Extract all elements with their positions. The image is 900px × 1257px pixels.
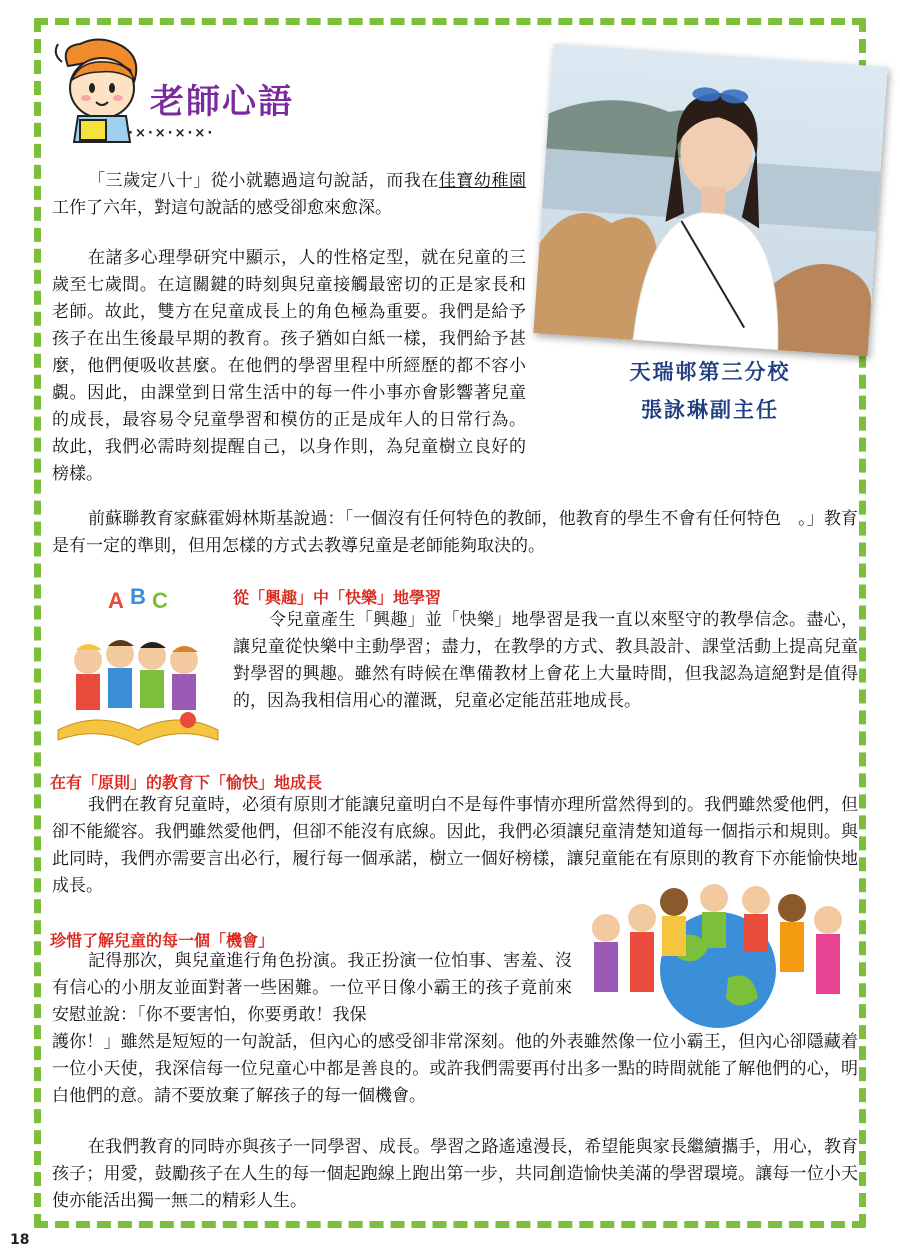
intro-paragraph-1: [52, 168, 526, 222]
teacher-photo: [533, 44, 887, 357]
svg-text:A: A: [108, 588, 124, 613]
svg-text:B: B: [130, 584, 146, 609]
section-3-body-start: 記得那次，與兒童進行角色扮演。我正扮演一位怕事、害羞、沒有信心的小朋友並面對著一些困難。一位平日像小霸王的孩子竟前來安慰並說：「你不要害怕，你要勇敢！我保: [52, 951, 572, 1025]
section-1-body: 令兒童產生「興趣」並「快樂」地學習是我一直以來堅守的教學信念。盡心，讓兒童從快樂中主動學習；盡力，在教學的方式、教具設計、課堂活動上提高兒童對學習的興趣。雖然有時候在準備教材上會花上大量時間，但我認為這絕對是值得的，因為我相信用心的灌溉，兒童必定能茁莊地成長。: [233, 610, 858, 711]
teacher-portrait-image: [533, 44, 887, 357]
section-2-heading: 在有「原則」的教育下「愉快」地成長: [50, 773, 323, 792]
page-title: 老師心語: [150, 82, 294, 122]
teacher-school: 天瑞邨第三分校: [629, 360, 791, 384]
title-decoration: ·×·×·×·×·: [128, 126, 215, 141]
teacher-name-title: 張詠琳副主任: [641, 398, 779, 422]
section-2-body: 我們在教育兒童時，必須有原則才能讓兒童明白不是每件事情亦理所當然得到的。我們雖然愛他們，但卻不能縱容。我們雖然愛他們，但卻不能沒有底線。因此，我們必須讓兒童清楚知道每一個指示和規則。與此同時，我們亦需要言出必行，履行每一個承諾，樹立一個好榜樣，讓兒童能在有原則的教育下亦能愉快地成長。: [52, 795, 858, 896]
section-1-heading: 從「興趣」中「快樂」地學習: [233, 588, 442, 607]
intro-paragraph-3: 前蘇聯教育家蘇霍姆林斯基說過：「一個沒有任何特色的教師，他教育的學生不會有任何特色 。」教育是有一定的準則，但用怎樣的方式去教導兒童是老師能夠取決的。: [52, 509, 858, 556]
closing-paragraph: 在我們教育的同時亦與孩子一同學習、成長。學習之路遙遠漫長，希望能與家長繼續攜手，用心，教育孩子；用愛，鼓勵孩子在人生的每一個起跑線上跑出第一步，共同創造愉快美滿的學習環境。讓每一位小天使亦能活出獨一無二的精彩人生。: [52, 1137, 858, 1211]
children-around-globe-illustration: [578, 878, 856, 1028]
kindergarten-name: 佳寶幼稚園: [438, 171, 527, 191]
section-3-body-end: 護你！」雖然是短短的一句說話，但內心的感受卻非常深刻。他的外表雖然像一位小霸王，但內心卻隱藏着一位小天使，我深信每一位兒童心中都是善良的。或許我們需要再付出多一點的時間就能了解他們的心，明白他們的意。請不要放棄了解孩子的每一個機會。: [52, 1032, 858, 1106]
section-3-heading: 珍惜了解兒童的每一個「機會」: [50, 931, 275, 950]
intro-paragraph-2: 在諸多心理學研究中顯示，人的性格定型，就在兒童的三歲至七歲間。在這關鍵的時刻與兒童接觸最密切的正是家長和老師。故此，雙方在兒童成長上的角色極為重要。我們是給予孩子在出生後最早期的教育。孩子猶如白紙一樣，我們給予甚麼，他們便吸收甚麼。在他們的學習里程中所經歷的都不容小覷。因此，由課堂到日常生活中的每一件小事亦會影響著兒童的成長，最容易令兒童學習和模仿的正是成年人的日常行為。故此，我們必需時刻提醒自己，以身作則，為兒童樹立良好的榜樣。: [52, 248, 526, 484]
svg-text:C: C: [152, 588, 168, 613]
intro-paragraph-1-start: 「三歲定八十」從小就聽過這句說話，而我在: [88, 171, 439, 191]
intro-paragraph-1-end: 工作了六年，對這句說話的感受卻愈來愈深。: [52, 198, 392, 218]
children-with-book-illustration: [48, 580, 228, 750]
page-number: 18: [10, 1232, 30, 1248]
